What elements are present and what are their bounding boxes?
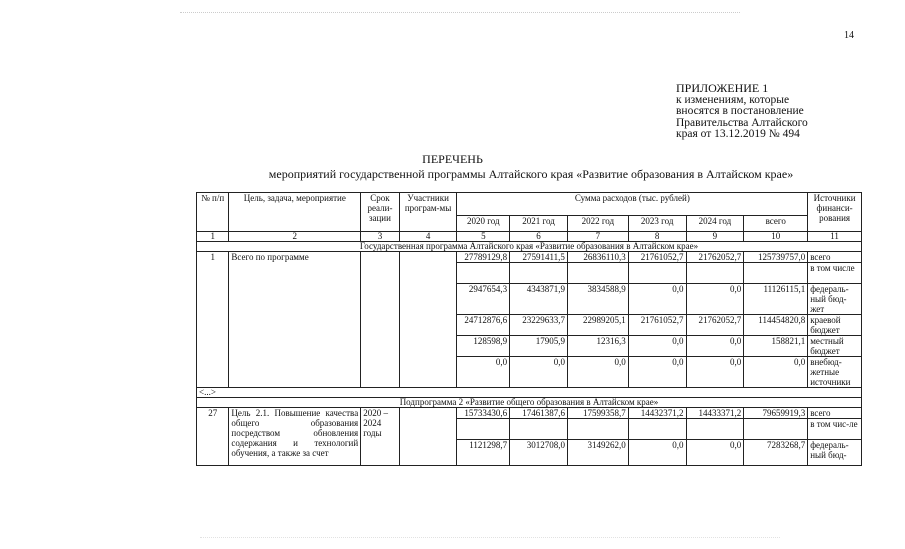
column-number: 7 <box>567 232 628 242</box>
header-goal: Цель, задача, мероприятие <box>229 193 361 232</box>
value-cell: 14432371,2 <box>628 408 686 419</box>
value-cell <box>567 263 628 284</box>
row-name: Цель 2.1. Повышение качества общего образования посредством обновления содержания и технологий обучения, а также за счет <box>229 408 361 466</box>
column-number: 10 <box>744 232 808 242</box>
header-participants: Участники програм-мы <box>399 193 457 232</box>
value-cell: 3149262,0 <box>567 440 628 466</box>
column-number: 4 <box>399 232 457 242</box>
table-row <box>197 252 862 263</box>
header-year: 2022 год <box>567 216 628 232</box>
appendix-line-1: к изменениям, которые <box>676 93 790 106</box>
value-cell: 21761052,7 <box>628 315 686 336</box>
value-cell: 21762052,7 <box>686 252 744 263</box>
value-cell: 125739757,0 <box>744 252 808 263</box>
value-cell: 21762052,7 <box>686 315 744 336</box>
value-cell: 22989205,1 <box>567 315 628 336</box>
value-cell: 17599358,7 <box>567 408 628 419</box>
row-term <box>361 252 400 388</box>
table-row <box>197 408 862 419</box>
document-title: ПЕРЕЧЕНЬ <box>422 152 483 166</box>
row-term: 2020 – 2024 годы <box>361 408 400 466</box>
header-year: 2024 год <box>686 216 744 232</box>
header-no: № п/п <box>197 193 229 232</box>
value-cell: 14433371,2 <box>686 408 744 419</box>
value-cell: 0,0 <box>686 440 744 466</box>
header-term: Срок реали-зации <box>361 193 400 232</box>
value-cell: 1121298,7 <box>457 440 510 466</box>
row-number: 27 <box>197 408 229 466</box>
value-cell: 3012708,0 <box>510 440 568 466</box>
source-cell: федераль-ный бюд-жет <box>808 284 862 315</box>
row-participants <box>399 408 457 466</box>
section-title-program: Государственная программа Алтайского края «Развитие образования в Алтайском крае» <box>197 242 862 252</box>
appendix-block <box>676 83 808 141</box>
appendix-title: ПРИЛОЖЕНИЕ 1 <box>676 81 769 95</box>
value-cell <box>567 419 628 440</box>
header-year: 2020 год <box>457 216 510 232</box>
source-cell: в том чис-ле <box>808 419 862 440</box>
value-cell: 0,0 <box>628 357 686 388</box>
row-name: Всего по программе <box>229 252 361 388</box>
column-number: 5 <box>457 232 510 242</box>
value-cell <box>686 419 744 440</box>
value-cell: 0,0 <box>628 284 686 315</box>
column-number: 6 <box>510 232 568 242</box>
column-number: 2 <box>229 232 361 242</box>
header-year: 2021 год <box>510 216 568 232</box>
value-cell <box>744 419 808 440</box>
value-cell: 0,0 <box>686 284 744 315</box>
value-cell: 27591411,5 <box>510 252 568 263</box>
column-number: 8 <box>628 232 686 242</box>
value-cell: 79659919,3 <box>744 408 808 419</box>
row-number: 1 <box>197 252 229 388</box>
value-cell: 0,0 <box>510 357 568 388</box>
column-number-row <box>197 232 862 242</box>
appendix-line-3: Правительства Алтайского <box>676 116 808 129</box>
row-participants <box>399 252 457 388</box>
value-cell: 0,0 <box>457 357 510 388</box>
column-number: 11 <box>808 232 862 242</box>
value-cell: 27789129,8 <box>457 252 510 263</box>
source-cell: внебюд-жетные источники <box>808 357 862 388</box>
value-cell <box>457 419 510 440</box>
value-cell: 26836110,3 <box>567 252 628 263</box>
source-cell: всего <box>808 252 862 263</box>
appendix-line-4: края от 13.12.2019 № 494 <box>676 128 800 140</box>
value-cell <box>686 263 744 284</box>
value-cell: 128598,9 <box>457 336 510 357</box>
value-cell: 0,0 <box>628 440 686 466</box>
value-cell: 3834588,9 <box>567 284 628 315</box>
value-cell <box>510 263 568 284</box>
value-cell <box>628 419 686 440</box>
value-cell: 0,0 <box>686 357 744 388</box>
document-subtitle: мероприятий государственной программы Алтайского края «Развитие образования в Алтайском крае» <box>268 167 794 181</box>
value-cell: 11126115,1 <box>744 284 808 315</box>
source-cell: в том числе <box>808 263 862 284</box>
scan-artifact-bottom <box>200 537 780 538</box>
value-cell: 12316,3 <box>567 336 628 357</box>
page-number: 14 <box>844 30 854 41</box>
appendix-line-2: вносятся в постановление <box>676 105 804 117</box>
source-cell: местный бюджет <box>808 336 862 357</box>
ellipsis-row <box>197 388 862 398</box>
value-cell: 0,0 <box>744 357 808 388</box>
measures-table <box>196 192 862 466</box>
header-sources: Источники финанси-рования <box>808 193 862 232</box>
source-cell: всего <box>808 408 862 419</box>
header-row-1 <box>197 193 862 216</box>
value-cell: 114454820,8 <box>744 315 808 336</box>
section-row-subprogram <box>197 398 862 408</box>
column-number: 1 <box>197 232 229 242</box>
scan-artifact-top <box>180 12 740 13</box>
value-cell <box>744 263 808 284</box>
value-cell: 2947654,3 <box>457 284 510 315</box>
header-total: всего <box>744 216 808 232</box>
value-cell: 15733430,6 <box>457 408 510 419</box>
ellipsis-cell: <...> <box>197 388 862 398</box>
value-cell: 17905,9 <box>510 336 568 357</box>
value-cell: 24712876,6 <box>457 315 510 336</box>
section-row-program <box>197 242 862 252</box>
source-cell: федераль-ный бюд- <box>808 440 862 466</box>
value-cell: 0,0 <box>686 336 744 357</box>
section-title-subprogram: Подпрограмма 2 «Развитие общего образования в Алтайском крае» <box>197 398 862 408</box>
column-number: 3 <box>361 232 400 242</box>
value-cell: 21761052,7 <box>628 252 686 263</box>
header-sum: Сумма расходов (тыс. рублей) <box>457 193 808 216</box>
header-year: 2023 год <box>628 216 686 232</box>
value-cell: 4343871,9 <box>510 284 568 315</box>
source-cell: краевой бюджет <box>808 315 862 336</box>
value-cell: 0,0 <box>567 357 628 388</box>
column-number: 9 <box>686 232 744 242</box>
value-cell: 158821,1 <box>744 336 808 357</box>
value-cell: 17461387,6 <box>510 408 568 419</box>
value-cell <box>457 263 510 284</box>
value-cell: 23229633,7 <box>510 315 568 336</box>
value-cell: 7283268,7 <box>744 440 808 466</box>
value-cell <box>628 263 686 284</box>
value-cell: 0,0 <box>628 336 686 357</box>
value-cell <box>510 419 568 440</box>
